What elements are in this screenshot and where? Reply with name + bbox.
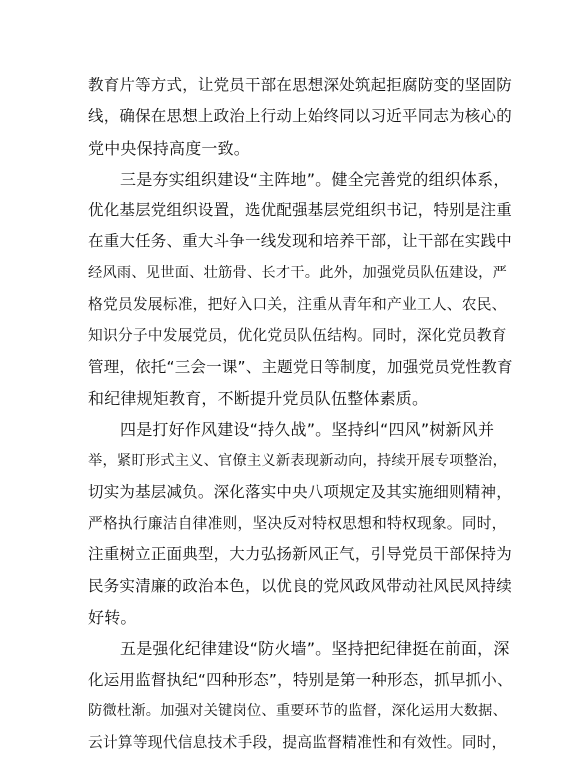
text-line: 知识分子中发展党员，优化党员队伍结构。同时，深化党员教育 (88, 327, 507, 345)
text-line: 防微杜渐。加强对关键岗位、重要环节的监督，深化运用大数据、 (88, 702, 508, 719)
text-line: 举，紧盯形式主义、官僚主义新表现新动向，持续开展专项整治， (88, 452, 508, 469)
text-line: 民务实清廉的政治本色，以优良的党风政风带动社风民风持续 (88, 576, 512, 595)
text-line: 管理，依托“三会一课”、主题党日等制度，加强党员党性教育 (88, 357, 513, 376)
paragraph-2 (88, 164, 513, 414)
paragraph-1 (88, 70, 513, 164)
text-line: 五是强化纪律建设“防火墙”。坚持把纪律挺在前面，深 (120, 639, 510, 659)
text-line: 经风雨、见世面、壮筋骨、长才干。此外，加强党员队伍建设，严 (88, 264, 508, 281)
text-line: 在重大任务、重大斗争一线发现和培养干部，让干部在实践中 (88, 232, 512, 251)
text-line: 格党员发展标准，把好入口关，注重从青年和产业工人、农民、 (88, 296, 507, 314)
paragraph-4 (88, 633, 513, 758)
text-line: 和纪律规矩教育，不断提升党员队伍整体素质。 (88, 388, 429, 408)
text-line: 严格执行廉洁自律准则，坚决反对特权思想和特权现象。同时， (88, 515, 507, 533)
text-line: 优化基层党组织设置，选优配强基层党组织书记，特别是注重 (88, 201, 512, 220)
text-line: 党中央保持高度一致。 (88, 138, 251, 158)
text-line: 切实为基层减负。深化落实中央八项规定及其实施细则精神， (88, 482, 512, 501)
text-line: 注重树立正面典型，大力弘扬新风正气，引导党员干部保持为 (88, 545, 512, 564)
text-line: 化运用监督执纪“四种形态”，特别是第一种形态，抓早抓小、 (88, 670, 513, 689)
text-line: 四是打好作风建设“持久战”。坚持纠“四风”树新风并 (120, 420, 495, 440)
text-line: 好转。 (88, 608, 137, 628)
text-line: 教育片等方式，让党员干部在思想深处筑起拒腐防变的坚固防 (88, 76, 512, 94)
text-line: 线，确保在思想上政治上行动上始终同以习近平同志为核心的 (88, 107, 512, 126)
text-line: 三是夯实组织建设“主阵地”。健全完善党的组织体系， (120, 169, 510, 189)
paragraph-3 (88, 414, 513, 633)
document-body (88, 70, 513, 759)
text-line: 云计算等现代信息技术手段，提高监督精准性和有效性。同时， (88, 734, 507, 752)
